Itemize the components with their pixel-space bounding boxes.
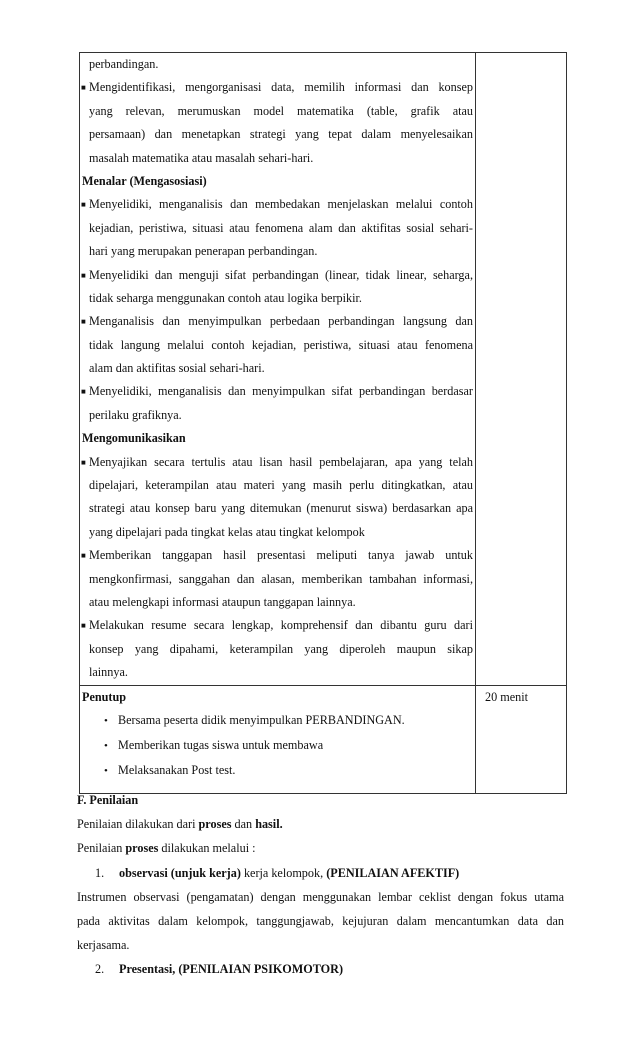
menalar-line (80, 380, 475, 403)
menalar-line (80, 404, 475, 427)
mengkomunikasikan-line-text: lainnya. (89, 665, 128, 680)
menalar-line (80, 357, 475, 380)
observation-paragraph (77, 885, 564, 958)
mengkomunikasikan-line (80, 661, 475, 684)
square-bullet-icon: ■ (81, 457, 86, 467)
line1-bold-hasil: hasil. (255, 817, 283, 832)
intro-line-text: Mengidentifikasi, mengorganisasi data, memilih informasi dan konsep (89, 80, 473, 95)
mengkomunikasikan-line (80, 638, 475, 661)
penutup-cell (80, 685, 476, 793)
penutup-item (80, 708, 475, 733)
menalar-line (80, 287, 475, 310)
item1-bold: observasi (unjuk kerja) (119, 865, 241, 880)
menalar-line-text: tidak langung melalui contoh kejadian, peristiwa, situasi atau fenomena (89, 337, 473, 352)
line1-bold-proses: proses (198, 817, 232, 832)
intro-line-text: persamaan) dan menetapkan strategi yang tepat dalam menyelesaikan (89, 127, 473, 142)
menalar-line-text: perilaku grafiknya. (89, 407, 182, 422)
penutup-item-text: Memberikan tugas siswa untuk membawa (118, 737, 324, 752)
round-bullet-icon: • (104, 714, 108, 727)
assessment-item-1 (77, 861, 564, 885)
observation-paragraph-line: Instrumen observasi (pengamatan) dengan menggunakan lembar ceklist dengan fokus utama (77, 889, 564, 904)
duration-cell-empty (476, 53, 567, 686)
menalar-line-text: Menyelidiki, menganalisis dan menyimpulkan sifat perbandingan berdasar (89, 384, 473, 399)
square-bullet-icon: ■ (81, 270, 86, 280)
penutup-duration: 20 menit (485, 689, 528, 704)
menalar-line-text: Menyelidiki dan menguji sifat perbandingan (linear, tidak linear, seharga, (89, 267, 473, 282)
section-f-heading: F. Penilaian (77, 793, 139, 807)
intro-line (80, 147, 475, 170)
mengkomunikasikan-line (80, 568, 475, 591)
menalar-line (80, 240, 475, 263)
line2-text-end: dilakukan melalui : (158, 841, 256, 856)
activities-cell (80, 53, 476, 686)
mengkomunikasikan-line-text: konsep yang dipahami, keterampilan yang diperoleh maupun sikap (89, 641, 473, 656)
item1-bold-label: (PENILAIAN AFEKTIF) (326, 865, 460, 880)
square-bullet-icon: ■ (81, 317, 86, 327)
item1-text: kerja kelompok, (240, 865, 327, 880)
mengkomunikasikan-line (80, 614, 475, 637)
mengkomunikasikan-line (80, 521, 475, 544)
intro-line (80, 100, 475, 123)
penutup-item (80, 733, 475, 758)
mengkomunikasikan-line-text: dipelajari, keterampilan atau materi yang masih perlu ditingkatkan, atau (89, 478, 473, 493)
intro-line (80, 53, 475, 76)
square-bullet-icon: ■ (81, 83, 86, 93)
square-bullet-icon: ■ (81, 387, 86, 397)
assessment-item-2 (77, 957, 564, 981)
mengkomunikasikan-line (80, 451, 475, 474)
menalar-line (80, 193, 475, 216)
intro-line-text: perbandingan. (89, 57, 159, 71)
lesson-activities-table (79, 52, 567, 794)
activities-row (80, 53, 567, 686)
menalar-heading: Menalar (Mengasosiasi) (82, 173, 207, 188)
menalar-line-text: tidak seharga menggunakan contoh atau logika berpikir. (89, 290, 362, 305)
section-f (77, 788, 564, 982)
menalar-line (80, 334, 475, 357)
penutup-heading: Penutup (82, 689, 127, 704)
line2-bold-proses: proses (125, 841, 159, 856)
observation-paragraph-line: kerjasama. (77, 938, 130, 953)
mengkomunikasikan-line (80, 591, 475, 614)
mengkomunikasikan-lines (80, 451, 475, 685)
intro-line-text: yang relevan, merumuskan model matematika (table, grafik atau (89, 103, 473, 118)
line1-text: Penilaian dilakukan dari (77, 817, 199, 832)
menalar-line (80, 217, 475, 240)
menalar-line-text: hari yang merupakan penerapan perbandingan. (89, 244, 318, 259)
item2-number: 2. (95, 962, 105, 977)
menalar-line-text: alam dan aktifitas sosial sehari-hari. (89, 361, 265, 376)
observation-paragraph-line: pada aktivitas dalam kelompok, tanggungjawab, kejujuran dalam mencantumkan data dan (77, 913, 564, 928)
assessment-line-1 (77, 812, 564, 836)
menalar-line-text: Menyelidiki, menganalisis dan membedakan menjelaskan melalui contoh (89, 197, 473, 212)
item1-number: 1. (95, 865, 105, 880)
intro-line (80, 123, 475, 146)
menalar-line (80, 310, 475, 333)
mengkomunikasikan-line-text: mengkonfirmasi, sanggahan dan alasan, memberikan tambahan informasi, (89, 571, 473, 586)
menalar-line (80, 264, 475, 287)
penutup-duration-cell (476, 685, 567, 793)
mengkomunikasikan-line (80, 544, 475, 567)
mengkomunikasikan-line (80, 497, 475, 520)
mengkomunikasikan-heading: Mengomunikasikan (82, 431, 186, 446)
menalar-line-text: kejadian, peristiwa, situasi atau fenomena alam dan aktifitas sosial sehari- (89, 220, 473, 235)
penutup-list (80, 708, 475, 783)
menalar-lines (80, 193, 475, 427)
mengkomunikasikan-line-text: Menyajikan secara tertulis atau lisan hasil pembelajaran, apa yang telah (89, 454, 473, 469)
line2-text: Penilaian (77, 841, 126, 856)
penutup-row (80, 685, 567, 793)
square-bullet-icon: ■ (81, 551, 86, 561)
penutup-item (80, 758, 475, 783)
square-bullet-icon: ■ (81, 200, 86, 210)
mengkomunikasikan-line (80, 474, 475, 497)
mengkomunikasikan-line-text: Melakukan resume secara lengkap, komprehensif dan dibantu guru dari (89, 618, 473, 633)
round-bullet-icon: • (104, 764, 108, 777)
assessment-line-2 (77, 836, 564, 860)
mengkomunikasikan-line-text: strategi atau konsep baru yang ditemukan (menurut siswa) berdasarkan apa (89, 501, 473, 516)
penutup-item-text: Melaksanakan Post test. (118, 762, 236, 777)
intro-line-text: masalah matematika atau masalah sehari-hari. (89, 150, 314, 165)
mengkomunikasikan-line-text: Memberikan tanggapan hasil presentasi meliputi tanya jawab untuk (89, 548, 473, 563)
item2-bold: Presentasi, (PENILAIAN PSIKOMOTOR) (119, 962, 344, 977)
line1-text-dan: dan (231, 817, 256, 832)
menalar-line-text: Menganalisis dan menyimpulkan perbedaan perbandingan langsung dan (89, 314, 473, 329)
mengkomunikasikan-line-text: yang dipelajari pada tingkat kelas atau tingkat kelompok (89, 524, 365, 539)
square-bullet-icon: ■ (81, 621, 86, 631)
round-bullet-icon: • (104, 739, 108, 752)
mengkomunikasikan-line-text: atau melengkapi informasi ataupun tanggapan lainnya. (89, 594, 356, 609)
intro-line (80, 76, 475, 99)
intro-lines (80, 53, 475, 170)
penutup-item-text: Bersama peserta didik menyimpulkan PERBANDINGAN. (118, 712, 405, 727)
